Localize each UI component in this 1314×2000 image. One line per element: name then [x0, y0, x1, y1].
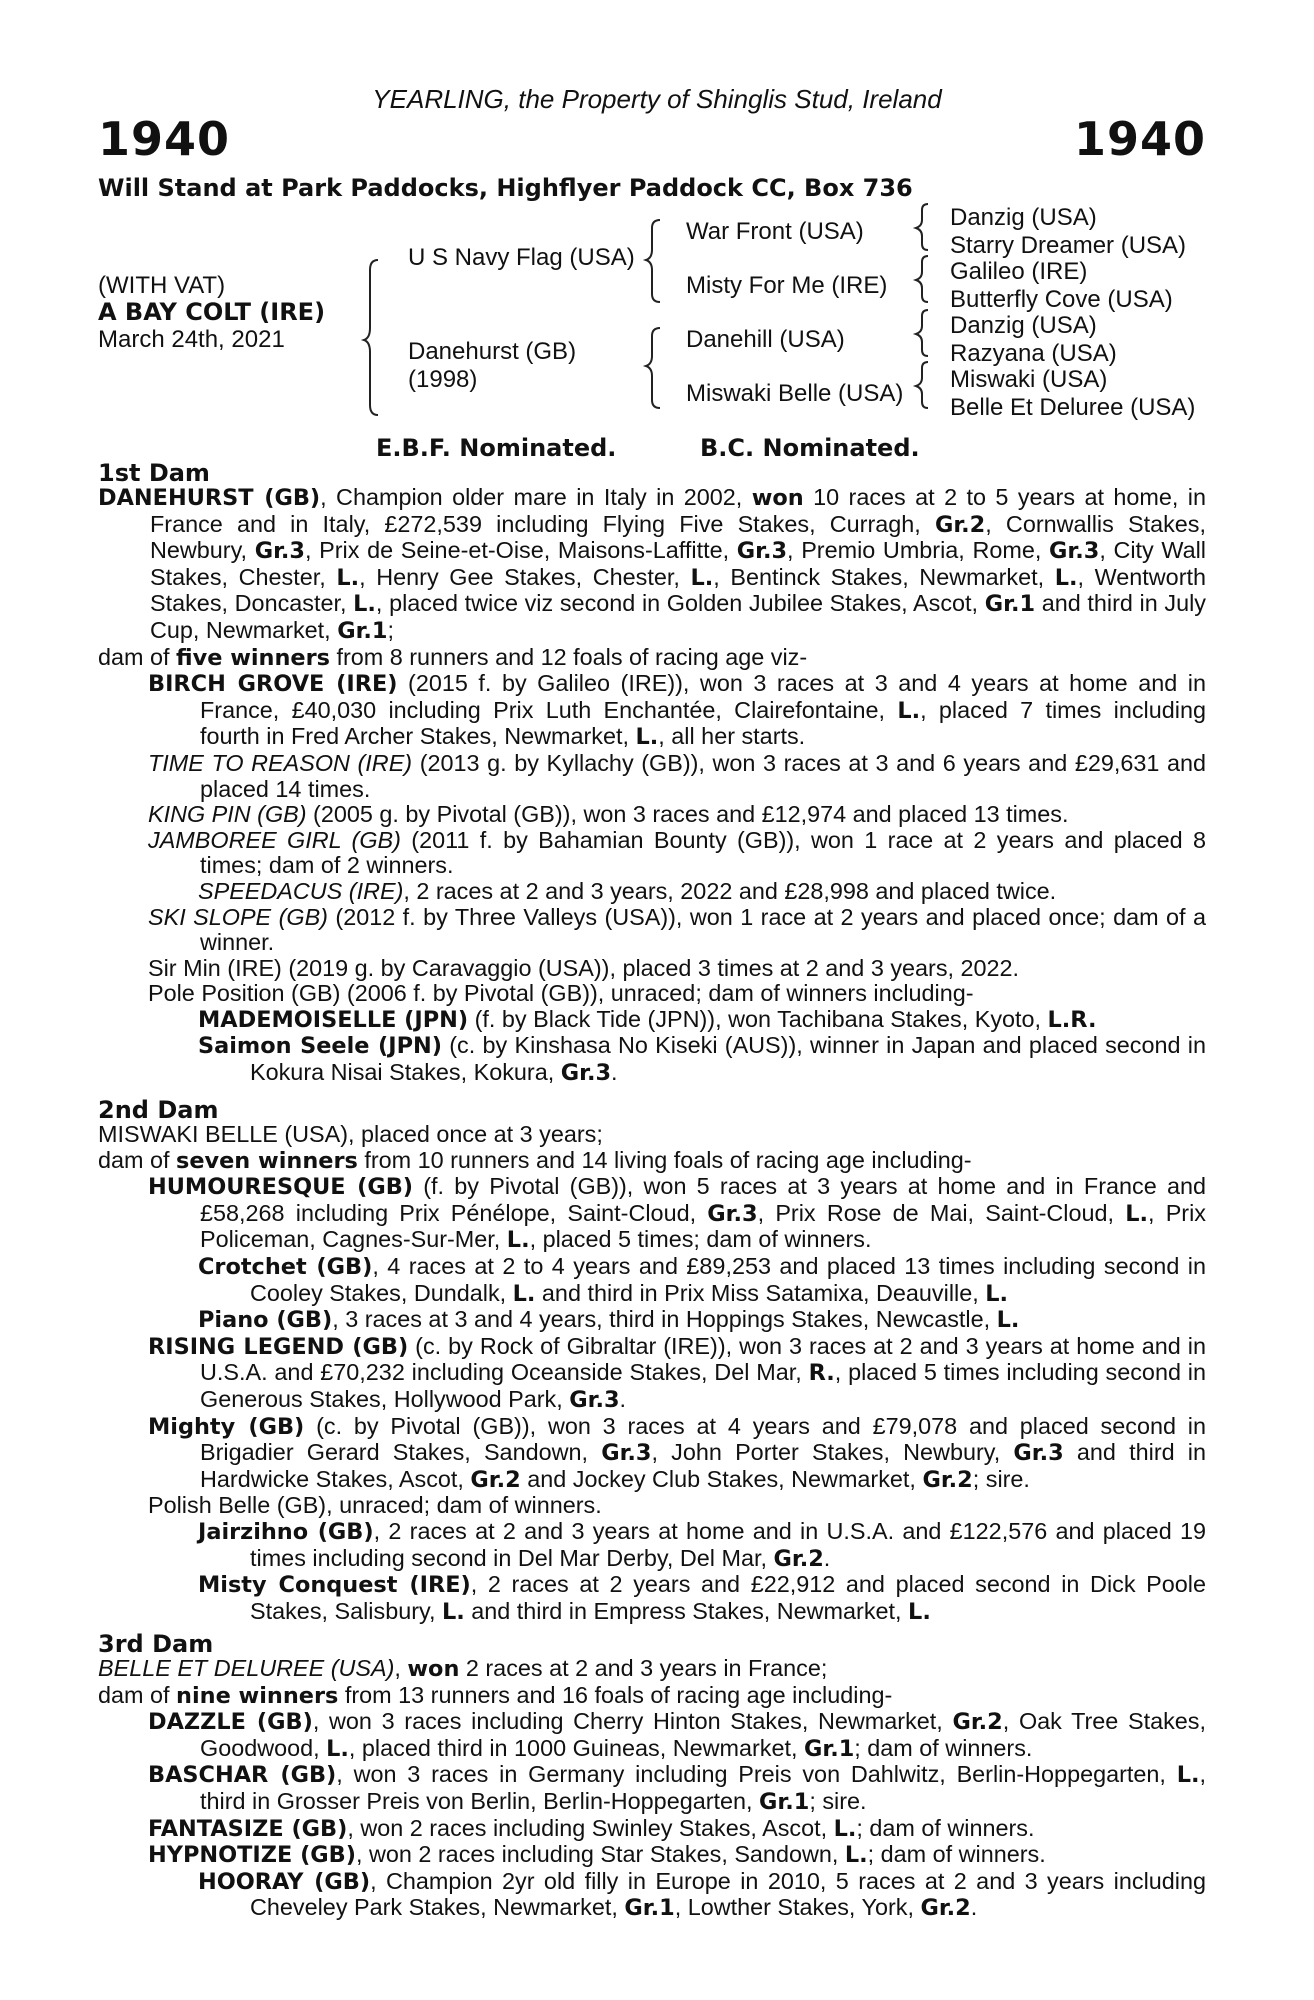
- text-run: , Henry Gee Stakes, Chester,: [359, 563, 691, 590]
- stand-location: Will Stand at Park Paddocks, Highflyer Paddock CC, Box 736: [98, 174, 913, 202]
- produce-entry: [98, 1762, 1206, 1815]
- grade: L.: [844, 1842, 868, 1869]
- text-run: , Prix Policeman, Cagnes-Sur-Mer,: [200, 1199, 1206, 1253]
- text-run: , 2 races at 2 and 3 years at home and in U.S.A. and £122,576 and placed 19 times including second in Del Mar Derby, Del Mar,: [250, 1517, 1206, 1571]
- lot-number-left: 1940: [98, 112, 231, 166]
- pedigree-ssd: Starry Dreamer (USA): [950, 232, 1187, 259]
- horse-name: DAZZLE (GB): [148, 1709, 313, 1736]
- grade: Gr.2: [952, 1709, 1003, 1736]
- produce-entry: [98, 1572, 1206, 1625]
- grade: L.: [996, 1307, 1020, 1334]
- pedigree-sire: U S Navy Flag (USA): [408, 244, 635, 271]
- text-run: , placed 5 times; dam of winners.: [529, 1226, 872, 1253]
- text-run: 2 races at 2 and 3 years in France;: [459, 1655, 828, 1681]
- grade: Gr.2: [920, 1895, 971, 1922]
- produce-entry: [98, 1869, 1206, 1922]
- text-run: and third in Empress Stakes, Newmarket,: [464, 1597, 909, 1624]
- grade: Gr.3: [560, 1060, 612, 1087]
- text-run: , won 3 races in Germany including Preis von Dahlwitz, Berlin-Hoppegarten,: [336, 1761, 1177, 1788]
- text-run: , placed 5 times including second in Generous Stakes, Hollywood Park,: [200, 1359, 1206, 1412]
- produce-entry: Sir Min (IRE) (2019 g. by Caravaggio (USA)), placed 3 times at 2 and 3 years, 2022.: [148, 954, 1020, 981]
- grade: Gr.3: [736, 538, 788, 565]
- consignor-line: YEARLING, the Property of Shinglis Stud, Ireland: [372, 84, 942, 114]
- produce-entry: [98, 1007, 1206, 1034]
- text-run: (f. by Pivotal (GB)), won 5 races at 3 years at home and in France and £58,268 including Prix Pénélope, Saint-Cloud,: [200, 1173, 1206, 1226]
- text-run: (c. by Kinshasa No Kiseki (AUS)), winner in Japan and placed second in Kokura Nisai Stakes, Kokura,: [250, 1032, 1206, 1086]
- text-run: , won 2 races including Star Stakes, Sandown,: [355, 1841, 845, 1868]
- produce-entry: [98, 1307, 1206, 1334]
- text-run: .: [970, 1894, 978, 1921]
- produce-entry: [98, 1842, 1206, 1869]
- horse-name: Piano (GB): [198, 1307, 333, 1334]
- produce-entry: [98, 1334, 1206, 1414]
- horse-name: DANEHURST (GB): [98, 485, 321, 511]
- grade: Gr.2: [773, 1545, 824, 1572]
- text-run: , Oak Tree Stakes, Goodwood,: [200, 1708, 1206, 1761]
- text-run: nine winners: [176, 1682, 339, 1709]
- foaling-date: March 24th, 2021: [98, 326, 285, 353]
- produce-entry: [98, 828, 1206, 879]
- text-run: (2012 f. by Three Valleys (USA)), won 1 race at 2 years and placed once; dam of a winner.: [200, 903, 1206, 956]
- text-run: , Lowther Stakes, York,: [674, 1894, 921, 1921]
- text-run: ; dam of winners.: [856, 1814, 1035, 1841]
- text-run: , 4 races at 2 to 4 years and £89,253 and placed 13 times including second in Cooley Stakes, Dundalk,: [250, 1252, 1206, 1306]
- grade: Gr.3: [1013, 1440, 1064, 1467]
- horse-name: KING PIN (GB): [148, 801, 307, 828]
- horse-name: FANTASIZE (GB): [148, 1815, 348, 1842]
- vat-note: (WITH VAT): [98, 272, 226, 299]
- pedigree-dsd: Razyana (USA): [950, 340, 1117, 367]
- first-dam-body: [98, 485, 1206, 1087]
- produce-entry: [98, 1816, 1206, 1843]
- text-run: , Prix Rose de Mai, Saint-Cloud,: [757, 1199, 1126, 1226]
- text-run: , won 3 races including Cherry Hinton Stakes, Newmarket,: [312, 1708, 953, 1735]
- produce-entry: [98, 1519, 1206, 1572]
- grade: L.: [897, 697, 921, 724]
- text-run: and Jockey Club Stakes, Newmarket,: [520, 1465, 923, 1492]
- text-run: , Wentworth Stakes, Doncaster,: [150, 563, 1206, 617]
- ebf-nominated: E.B.F. Nominated.: [376, 434, 617, 462]
- text-run: , Prix de Seine-et-Oise, Maisons-Laffitte,: [305, 537, 737, 564]
- pedigree-dam-dam: Miswaki Belle (USA): [686, 380, 904, 407]
- grade: L.: [985, 1280, 1008, 1307]
- produce-entry: [98, 1414, 1206, 1494]
- pedigree-sire-sire: War Front (USA): [686, 218, 864, 245]
- text-run: and third in July Cup, Newmarket,: [150, 590, 1206, 643]
- pedigree-dam: Danehurst (GB): [408, 338, 577, 365]
- pedigree-dam-sire: Danehill (USA): [686, 326, 845, 353]
- grade: Gr.1: [624, 1895, 675, 1922]
- pedigree-sire-dam: Misty For Me (IRE): [686, 272, 888, 299]
- pedigree-dam-year: (1998): [408, 366, 478, 393]
- first-dam-record: [98, 485, 1206, 645]
- horse-name: Saimon Seele (JPN): [198, 1033, 442, 1060]
- pedigree-sss: Danzig (USA): [950, 204, 1097, 231]
- produce-entry: [98, 751, 1206, 802]
- second-dam-record: MISWAKI BELLE (USA), placed once at 3 years;: [98, 1121, 603, 1147]
- produce-entry: [98, 879, 1206, 905]
- horse-name: HUMOURESQUE (GB): [148, 1174, 414, 1201]
- horse-name: HYPNOTIZE (GB): [148, 1842, 356, 1869]
- text-run: ; dam of winners.: [867, 1841, 1046, 1868]
- text-run: , 2 races at 2 years and £22,912 and placed second in Dick Poole Stakes, Salisbury,: [250, 1571, 1206, 1624]
- horse-name: MADEMOISELLE (JPN): [198, 1006, 469, 1033]
- grade: L.: [1176, 1762, 1200, 1789]
- text-run: ; dam of winners.: [854, 1734, 1033, 1761]
- third-dam-heading: 3rd Dam: [98, 1630, 214, 1658]
- text-run: dam of: [98, 643, 177, 670]
- produce-entry: Pole Position (GB) (2006 f. by Pivotal (GB)), unraced; dam of winners including-: [148, 980, 974, 1007]
- third-dam-record: [98, 1656, 1206, 1683]
- grade: Gr.3: [707, 1200, 758, 1227]
- text-run: , 3 races at 3 and 4 years, third in Hoppings Stakes, Newcastle,: [332, 1306, 997, 1333]
- grade: Gr.3: [1049, 538, 1100, 565]
- grade: L.: [635, 724, 659, 751]
- text-run: ; sire.: [809, 1787, 867, 1814]
- produce-entry: [98, 1174, 1206, 1254]
- pedigree-dds: Miswaki (USA): [950, 366, 1108, 393]
- bc-nominated: B.C. Nominated.: [700, 434, 920, 462]
- grade: L.: [1054, 564, 1078, 591]
- horse-name: SPEEDACUS (IRE): [198, 877, 404, 904]
- text-run: five winners: [176, 644, 330, 671]
- grade: Gr.1: [984, 591, 1036, 618]
- text-run: , Bentinck Stakes, Newmarket,: [713, 563, 1055, 590]
- text-run: , won 2 races including Swinley Stakes, Ascot,: [347, 1814, 834, 1841]
- produce-entry: [98, 1033, 1206, 1086]
- text-run: , John Porter Stakes, Newbury,: [651, 1439, 1014, 1466]
- text-run: .: [619, 1385, 627, 1412]
- grade: Gr.1: [337, 617, 388, 644]
- lot-number-right: 1940: [1073, 112, 1206, 166]
- produce-entry: Polish Belle (GB), unraced; dam of winners.: [148, 1492, 602, 1519]
- dam-of-line: [98, 1148, 1206, 1175]
- grade: Gr.2: [922, 1466, 973, 1493]
- grade: Gr.1: [803, 1735, 855, 1762]
- grade: L.: [441, 1598, 465, 1625]
- text-run: , placed 7 times including fourth in Fred Archer Stakes, Newmarket,: [200, 696, 1206, 750]
- grade: L.: [512, 1280, 536, 1307]
- third-dam-body: [98, 1656, 1206, 1922]
- grade: L.: [690, 564, 714, 591]
- grade: L.: [506, 1227, 530, 1254]
- text-run: from 8 runners and 12 foals of racing age viz-: [329, 643, 808, 670]
- grade: L.: [326, 1735, 349, 1762]
- text-run: (c. by Pivotal (GB)), won 3 races at 4 years and £79,078 and placed second in Brigadier Gerard Stakes, Sandown,: [200, 1412, 1206, 1466]
- text-run: .: [611, 1059, 618, 1086]
- pedigree-ddd: Belle Et Deluree (USA): [950, 394, 1196, 421]
- horse-name: Mighty (GB): [148, 1413, 305, 1440]
- text-run: ; sire.: [972, 1465, 1030, 1492]
- pedigree-dss: Danzig (USA): [950, 312, 1097, 339]
- text-run: ,: [394, 1655, 408, 1681]
- text-run: seven winners: [176, 1147, 358, 1174]
- horse-name: SKI SLOPE (GB): [148, 903, 328, 930]
- horse-name: BIRCH GROVE (IRE): [148, 671, 398, 698]
- second-dam-body: [98, 1122, 1206, 1625]
- text-run: , Cornwallis Stakes, Newbury,: [150, 510, 1206, 564]
- horse-name: Jairzihno (GB): [198, 1518, 374, 1545]
- text-run: , placed twice viz second in Golden Jubilee Stakes, Ascot,: [375, 590, 985, 617]
- produce-entry: [98, 671, 1206, 751]
- grade: Gr.3: [601, 1440, 652, 1467]
- horse-name: BASCHAR (GB): [148, 1762, 337, 1789]
- text-run: 10 races at 2 to 5 years at home, in France and in Italy, £272,539 including Flying Five Stakes, Curragh,: [150, 484, 1207, 537]
- pedigree-grand-brackets: [910, 198, 940, 418]
- horse-name: RISING LEGEND (GB): [148, 1333, 409, 1360]
- grade: Gr.1: [759, 1788, 810, 1815]
- text-run: (2013 g. by Kyllachy (GB)), won 3 races at 3 and 6 years and £29,631 and placed 14 times.: [200, 749, 1206, 802]
- second-dam-heading: 2nd Dam: [98, 1096, 219, 1124]
- horse-name: BELLE ET DELUREE (USA): [98, 1655, 395, 1681]
- text-run: dam of: [98, 1681, 177, 1708]
- grade: Gr.2: [934, 511, 986, 538]
- horse-name: TIME TO REASON (IRE): [148, 749, 413, 776]
- text-run: dam of: [98, 1146, 177, 1173]
- text-run: , City Wall Stakes, Chester,: [150, 537, 1206, 590]
- pedigree-sds: Galileo (IRE): [950, 258, 1088, 285]
- grade: R.: [808, 1360, 835, 1387]
- produce-entry: [98, 1709, 1206, 1762]
- grade: L.: [908, 1598, 931, 1625]
- text-run: won: [751, 485, 804, 511]
- text-run: (c. by Rock of Gibraltar (IRE)), won 3 races at 2 and 3 years at home and in U.S.A. and £70,232 including Oceanside Stakes, Del Mar,: [200, 1332, 1206, 1386]
- produce-entry: [98, 802, 1206, 828]
- first-dam-heading: 1st Dam: [98, 459, 210, 487]
- text-run: , placed third in 1000 Guineas, Newmarket,: [348, 1734, 804, 1761]
- grade: Gr.3: [569, 1386, 620, 1413]
- pedigree-sdd: Butterfly Cove (USA): [950, 286, 1173, 313]
- horse-name: Misty Conquest (IRE): [198, 1572, 471, 1599]
- produce-entry: [98, 905, 1206, 956]
- produce-entry: [98, 1254, 1206, 1307]
- grade: Gr.3: [254, 538, 306, 565]
- dam-of-line: [98, 645, 1206, 672]
- text-run: (f. by Black Tide (JPN)), won Tachibana Stakes, Kyoto,: [468, 1005, 1048, 1032]
- text-run: (2005 g. by Pivotal (GB)), won 3 races and £12,974 and placed 13 times.: [306, 801, 1069, 828]
- text-run: , all her starts.: [658, 723, 806, 750]
- text-run: , 2 races at 2 and 3 years, 2022 and £28,998 and placed twice.: [403, 877, 1057, 904]
- grade: L.R.: [1047, 1006, 1097, 1033]
- grade: L.: [833, 1815, 857, 1842]
- grade: L.: [353, 591, 376, 618]
- text-run: , third in Grosser Preis von Berlin, Berlin-Hoppegarten,: [200, 1761, 1206, 1814]
- text-run: and third in Hardwicke Stakes, Ascot,: [200, 1439, 1206, 1492]
- text-run: .: [823, 1544, 831, 1571]
- text-run: and third in Prix Miss Satamixa, Deauville,: [535, 1279, 986, 1306]
- horse-name: JAMBOREE GIRL (GB): [148, 826, 401, 853]
- grade: L.: [336, 564, 360, 591]
- text-run: from 10 runners and 14 living foals of racing age including-: [357, 1146, 972, 1173]
- horse-name: Crotchet (GB): [198, 1253, 373, 1280]
- text-run: , Champion older mare in Italy in 2002,: [320, 484, 752, 510]
- text-run: (2015 f. by Galileo (IRE)), won 3 races at 3 and 4 years at home and in France, £40,030 including Prix Luth Enchantée, Clairefontaine,: [200, 670, 1206, 723]
- text-run: won: [407, 1656, 460, 1682]
- text-run: , Premio Umbria, Rome,: [787, 537, 1049, 564]
- text-run: from 13 runners and 16 foals of racing age including-: [338, 1681, 893, 1708]
- dam-of-line: [98, 1683, 1206, 1710]
- grade: L.: [1125, 1200, 1148, 1227]
- horse-name: HOORAY (GB): [198, 1868, 371, 1895]
- text-run: ;: [387, 616, 394, 643]
- text-run: , Champion 2yr old filly in Europe in 2010, 5 races at 2 and 3 years including Cheveley Park Stakes, Newmarket,: [250, 1867, 1206, 1921]
- horse-name: A BAY COLT (IRE): [98, 298, 326, 326]
- text-run: (2011 f. by Bahamian Bounty (GB)), won 1 race at 2 years and placed 8 times; dam of 2 winners.: [200, 826, 1206, 879]
- grade: Gr.2: [470, 1466, 521, 1493]
